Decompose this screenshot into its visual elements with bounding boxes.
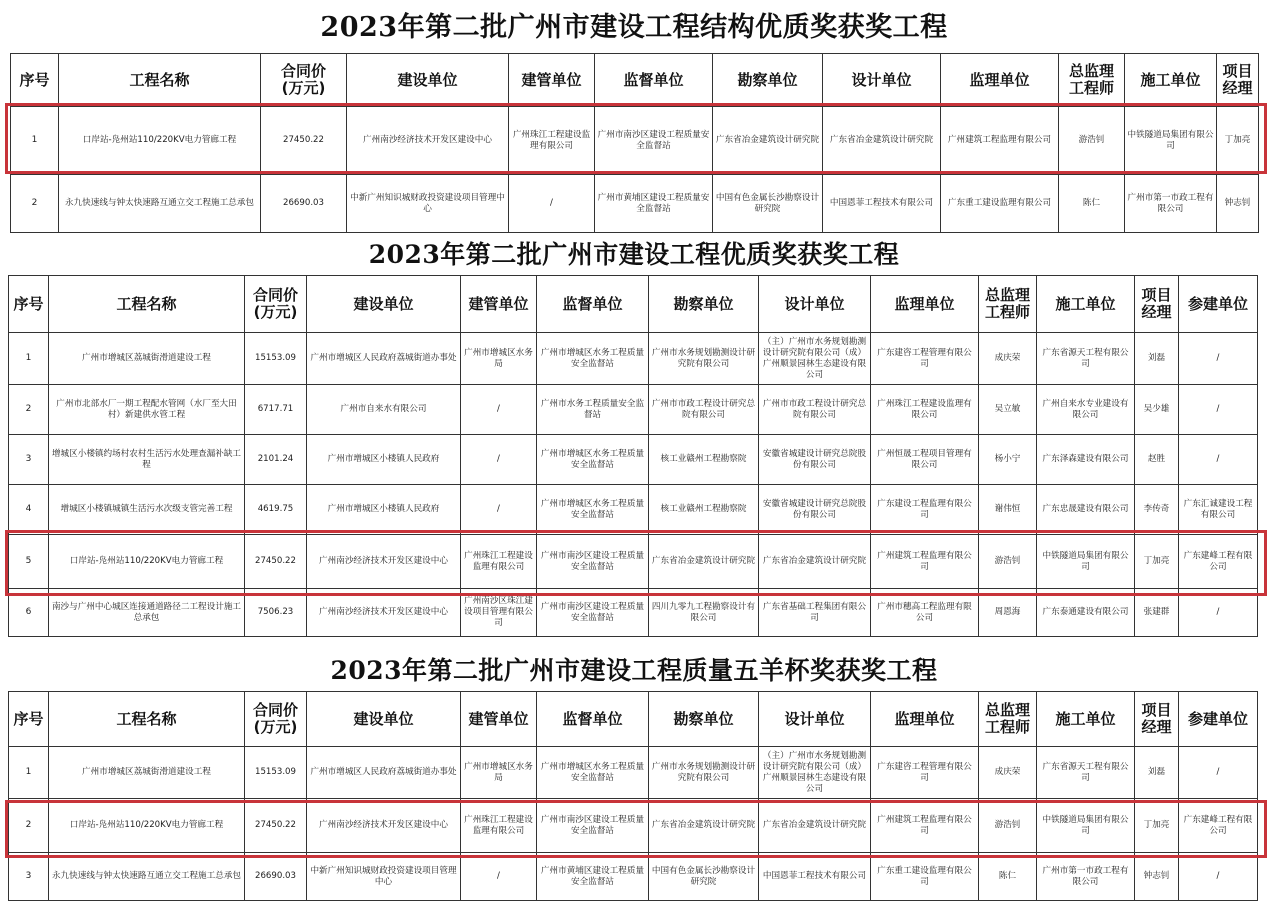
cell-supervision-station: 广州市增城区水务工程质量安全监督站	[537, 747, 649, 799]
cell-construction-manager: /	[461, 853, 537, 901]
cell-project-name: 南沙与广州中心城区连接通道路径二工程设计施工总承包	[49, 589, 245, 637]
cell-seq: 3	[9, 853, 49, 901]
column-header-supervision-station: 监督单位	[537, 692, 649, 747]
cell-developer: 广州市增城区小楼镇人民政府	[307, 435, 461, 485]
cell-chief-supervisor: 陈仁	[1059, 175, 1125, 233]
cell-project-name: 广州市增城区荔城街滑道建设工程	[49, 747, 245, 799]
cell-developer: 广州市增城区小楼镇人民政府	[307, 485, 461, 535]
cell-contract-price: 15153.09	[245, 747, 307, 799]
column-header-developer: 建设单位	[307, 692, 461, 747]
cell-seq: 5	[9, 535, 49, 589]
cell-participating-unit: /	[1179, 853, 1258, 901]
cell-supervision-station: 广州市南沙区建设工程质量安全监督站	[537, 589, 649, 637]
column-header-supervision-station: 监督单位	[595, 54, 713, 107]
cell-contractor: 广州自来水专业建设有限公司	[1037, 385, 1135, 435]
cell-supervision-station: 广州市南沙区建设工程质量安全监督站	[595, 107, 713, 175]
cell-contractor: 广东忠晟建设有限公司	[1037, 485, 1135, 535]
column-header-seq: 序号	[11, 54, 59, 107]
cell-seq: 2	[11, 175, 59, 233]
cell-contractor: 广州市第一市政工程有限公司	[1037, 853, 1135, 901]
table-row	[9, 853, 1258, 901]
table-row	[11, 107, 1259, 175]
cell-project-name: 永九快速线与钟太快速路互通立交工程施工总承包	[59, 175, 261, 233]
cell-seq: 1	[9, 333, 49, 385]
cell-chief-supervisor: 吴立敏	[979, 385, 1037, 435]
column-header-seq: 序号	[9, 692, 49, 747]
column-header-supervision-station: 监督单位	[537, 276, 649, 333]
cell-project-name: 增城区小楼镇城镇生活污水次级支管完善工程	[49, 485, 245, 535]
column-header-construction-manager: 建管单位	[461, 692, 537, 747]
cell-chief-supervisor: 成庆荣	[979, 333, 1037, 385]
cell-survey-unit: 中国有色金属长沙勘察设计研究院	[713, 175, 823, 233]
cell-project-manager: 李传奇	[1135, 485, 1179, 535]
table-row	[9, 589, 1258, 637]
cell-supervision-station: 广州市增城区水务工程质量安全监督站	[537, 485, 649, 535]
cell-contract-price: 27450.22	[261, 107, 347, 175]
cell-construction-manager: 广州市增城区水务局	[461, 333, 537, 385]
cell-contract-price: 27450.22	[245, 535, 307, 589]
award-table-quality	[8, 275, 1258, 637]
cell-supervision-station: 广州市增城区水务工程质量安全监督站	[537, 333, 649, 385]
column-header-project-manager: 项目 经理	[1135, 692, 1179, 747]
cell-project-name: 口岸站-凫州站110/220KV电力管廊工程	[49, 535, 245, 589]
cell-participating-unit: /	[1179, 333, 1258, 385]
cell-supervisor-unit: 广州市穗高工程监理有限公司	[871, 589, 979, 637]
cell-participating-unit: /	[1179, 385, 1258, 435]
cell-project-manager: 丁加亮	[1217, 107, 1259, 175]
cell-project-name: 广州市北部水厂一期工程配水管网（水厂至大田村）新建供水管工程	[49, 385, 245, 435]
cell-participating-unit: 广东汇诚建设工程有限公司	[1179, 485, 1258, 535]
cell-construction-manager: 广州南沙区珠江建设项目管理有限公司	[461, 589, 537, 637]
cell-survey-unit: 核工业赣州工程勘察院	[649, 485, 759, 535]
cell-project-name: 广州市增城区荔城街滑道建设工程	[49, 333, 245, 385]
cell-chief-supervisor: 游浩钊	[979, 799, 1037, 853]
cell-survey-unit: 四川九零九工程勘察设计有限公司	[649, 589, 759, 637]
table-title: 2023年第二批广州市建设工程优质奖获奖工程	[368, 240, 900, 269]
cell-supervisor-unit: 广州恒晟工程项目管理有限公司	[871, 435, 979, 485]
column-header-chief-supervisor: 总监理 工程师	[1059, 54, 1125, 107]
cell-developer: 广州市增城区人民政府荔城街道办事处	[307, 333, 461, 385]
cell-contractor: 中铁隧道局集团有限公司	[1037, 799, 1135, 853]
cell-supervisor-unit: 广东建咨工程管理有限公司	[871, 747, 979, 799]
cell-developer: 广州市增城区人民政府荔城街道办事处	[307, 747, 461, 799]
column-header-project-name: 工程名称	[59, 54, 261, 107]
table-row	[11, 175, 1259, 233]
cell-contract-price: 15153.09	[245, 333, 307, 385]
cell-project-name: 口岸站-凫州站110/220KV电力管廊工程	[59, 107, 261, 175]
column-header-project-name: 工程名称	[49, 276, 245, 333]
cell-design-unit: 安徽省城建设计研究总院股份有限公司	[759, 485, 871, 535]
column-header-contract-price: 合同价 (万元)	[245, 692, 307, 747]
cell-survey-unit: 核工业赣州工程勘察院	[649, 435, 759, 485]
cell-chief-supervisor: 成庆荣	[979, 747, 1037, 799]
column-header-developer: 建设单位	[307, 276, 461, 333]
cell-contractor: 广东省源天工程有限公司	[1037, 333, 1135, 385]
cell-chief-supervisor: 游浩钊	[979, 535, 1037, 589]
cell-supervisor-unit: 广州珠江工程建设监理有限公司	[871, 385, 979, 435]
column-header-construction-manager: 建管单位	[509, 54, 595, 107]
cell-developer: 广州南沙经济技术开发区建设中心	[307, 799, 461, 853]
cell-contractor: 广东泽森建设有限公司	[1037, 435, 1135, 485]
cell-construction-manager: /	[509, 175, 595, 233]
cell-participating-unit: /	[1179, 747, 1258, 799]
cell-project-manager: 刘磊	[1135, 747, 1179, 799]
cell-seq: 2	[9, 385, 49, 435]
cell-survey-unit: 广州市市政工程设计研究总院有限公司	[649, 385, 759, 435]
cell-participating-unit: /	[1179, 435, 1258, 485]
cell-supervision-station: 广州市增城区水务工程质量安全监督站	[537, 435, 649, 485]
cell-participating-unit: /	[1179, 589, 1258, 637]
column-header-design-unit: 设计单位	[759, 276, 871, 333]
table-row	[9, 535, 1258, 589]
column-header-design-unit: 设计单位	[823, 54, 941, 107]
column-header-contract-price: 合同价 (万元)	[245, 276, 307, 333]
cell-project-manager: 丁加亮	[1135, 535, 1179, 589]
table-title: 2023年第二批广州市建设工程质量五羊杯奖获奖工程	[330, 656, 938, 685]
cell-project-manager: 钟志钊	[1217, 175, 1259, 233]
cell-supervisor-unit: 广东建咨工程管理有限公司	[871, 333, 979, 385]
cell-design-unit: 广东省基础工程集团有限公司	[759, 589, 871, 637]
cell-contractor: 广州市第一市政工程有限公司	[1125, 175, 1217, 233]
cell-chief-supervisor: 谢伟恒	[979, 485, 1037, 535]
cell-design-unit: 广州市市政工程设计研究总院有限公司	[759, 385, 871, 435]
cell-project-name: 增城区小楼镇约场村农村生活污水处理查漏补缺工程	[49, 435, 245, 485]
column-header-developer: 建设单位	[347, 54, 509, 107]
cell-design-unit: 广东省冶金建筑设计研究院	[823, 107, 941, 175]
column-header-supervisor-unit: 监理单位	[871, 692, 979, 747]
cell-contract-price: 26690.03	[245, 853, 307, 901]
cell-seq: 1	[11, 107, 59, 175]
cell-construction-manager: /	[461, 485, 537, 535]
award-table-structural	[10, 53, 1259, 233]
cell-project-manager: 丁加亮	[1135, 799, 1179, 853]
cell-supervisor-unit: 广州建筑工程监理有限公司	[871, 535, 979, 589]
column-header-participating-unit: 参建单位	[1179, 276, 1258, 333]
cell-contract-price: 27450.22	[245, 799, 307, 853]
cell-construction-manager: 广州珠江工程建设监理有限公司	[461, 799, 537, 853]
cell-contract-price: 4619.75	[245, 485, 307, 535]
cell-survey-unit: 中国有色金属长沙勘察设计研究院	[649, 853, 759, 901]
cell-developer: 广州南沙经济技术开发区建设中心	[307, 535, 461, 589]
table-row	[9, 435, 1258, 485]
cell-construction-manager: /	[461, 435, 537, 485]
cell-construction-manager: 广州珠江工程建设监理有限公司	[461, 535, 537, 589]
cell-survey-unit: 广东省冶金建筑设计研究院	[649, 799, 759, 853]
column-header-supervisor-unit: 监理单位	[871, 276, 979, 333]
cell-contractor: 广东省源天工程有限公司	[1037, 747, 1135, 799]
cell-project-manager: 张建群	[1135, 589, 1179, 637]
table-row	[9, 333, 1258, 385]
cell-developer: 中新广州知识城财政投资建设项目管理中心	[307, 853, 461, 901]
cell-survey-unit: 广州市水务规划勘测设计研究院有限公司	[649, 333, 759, 385]
cell-supervisor-unit: 广东重工建设监理有限公司	[941, 175, 1059, 233]
cell-developer: 广州南沙经济技术开发区建设中心	[307, 589, 461, 637]
table-row	[9, 799, 1258, 853]
cell-design-unit: 安徽省城建设计研究总院股份有限公司	[759, 435, 871, 485]
cell-supervision-station: 广州市南沙区建设工程质量安全监督站	[537, 535, 649, 589]
cell-chief-supervisor: 杨小宁	[979, 435, 1037, 485]
award-table-wuyang-cup	[8, 691, 1258, 901]
column-header-design-unit: 设计单位	[759, 692, 871, 747]
cell-developer: 中新广州知识城财政投资建设项目管理中心	[347, 175, 509, 233]
column-header-project-manager: 项目 经理	[1217, 54, 1259, 107]
column-header-chief-supervisor: 总监理 工程师	[979, 692, 1037, 747]
cell-seq: 4	[9, 485, 49, 535]
cell-participating-unit: 广东建峰工程有限公司	[1179, 535, 1258, 589]
cell-contractor: 中铁隧道局集团有限公司	[1125, 107, 1217, 175]
column-header-survey-unit: 勘察单位	[649, 276, 759, 333]
cell-survey-unit: 广东省冶金建筑设计研究院	[649, 535, 759, 589]
cell-participating-unit: 广东建峰工程有限公司	[1179, 799, 1258, 853]
cell-seq: 1	[9, 747, 49, 799]
cell-chief-supervisor: 陈仁	[979, 853, 1037, 901]
cell-project-name: 口岸站-凫州站110/220KV电力管廊工程	[49, 799, 245, 853]
cell-construction-manager: 广州市增城区水务局	[461, 747, 537, 799]
table-row	[9, 747, 1258, 799]
column-header-supervisor-unit: 监理单位	[941, 54, 1059, 107]
cell-design-unit: （主）广州市水务规划勘测设计研究院有限公司（成）广州顺景园林生态建设有限公司	[759, 333, 871, 385]
table-row	[9, 485, 1258, 535]
cell-project-manager: 赵胜	[1135, 435, 1179, 485]
cell-contract-price: 7506.23	[245, 589, 307, 637]
column-header-participating-unit: 参建单位	[1179, 692, 1258, 747]
column-header-contractor: 施工单位	[1037, 276, 1135, 333]
column-header-contractor: 施工单位	[1037, 692, 1135, 747]
column-header-survey-unit: 勘察单位	[649, 692, 759, 747]
cell-project-manager: 钟志钊	[1135, 853, 1179, 901]
cell-supervision-station: 广州市黄埔区建设工程质量安全监督站	[595, 175, 713, 233]
cell-developer: 广州南沙经济技术开发区建设中心	[347, 107, 509, 175]
column-header-contractor: 施工单位	[1125, 54, 1217, 107]
cell-survey-unit: 广州市水务规划勘测设计研究院有限公司	[649, 747, 759, 799]
cell-supervisor-unit: 广州建筑工程监理有限公司	[941, 107, 1059, 175]
cell-contract-price: 26690.03	[261, 175, 347, 233]
cell-supervision-station: 广州市水务工程质量安全监督站	[537, 385, 649, 435]
column-header-construction-manager: 建管单位	[461, 276, 537, 333]
cell-seq: 3	[9, 435, 49, 485]
cell-construction-manager: 广州珠江工程建设监理有限公司	[509, 107, 595, 175]
cell-supervisor-unit: 广东重工建设监理有限公司	[871, 853, 979, 901]
cell-design-unit: （主）广州市水务规划勘测设计研究院有限公司（成）广州顺景园林生态建设有限公司	[759, 747, 871, 799]
table-title: 2023年第二批广州市建设工程结构优质奖获奖工程	[320, 12, 948, 43]
cell-seq: 6	[9, 589, 49, 637]
cell-design-unit: 广东省冶金建筑设计研究院	[759, 799, 871, 853]
column-header-project-manager: 项目 经理	[1135, 276, 1179, 333]
cell-design-unit: 中国恩菲工程技术有限公司	[759, 853, 871, 901]
cell-contract-price: 2101.24	[245, 435, 307, 485]
cell-project-manager: 刘磊	[1135, 333, 1179, 385]
cell-project-manager: 吴少雄	[1135, 385, 1179, 435]
cell-supervisor-unit: 广东建设工程监理有限公司	[871, 485, 979, 535]
cell-survey-unit: 广东省冶金建筑设计研究院	[713, 107, 823, 175]
column-header-seq: 序号	[9, 276, 49, 333]
column-header-project-name: 工程名称	[49, 692, 245, 747]
cell-contractor: 广东泰通建设有限公司	[1037, 589, 1135, 637]
cell-supervisor-unit: 广州建筑工程监理有限公司	[871, 799, 979, 853]
column-header-contract-price: 合同价 (万元)	[261, 54, 347, 107]
column-header-chief-supervisor: 总监理 工程师	[979, 276, 1037, 333]
cell-design-unit: 中国恩菲工程技术有限公司	[823, 175, 941, 233]
cell-chief-supervisor: 周恩海	[979, 589, 1037, 637]
cell-contractor: 中铁隧道局集团有限公司	[1037, 535, 1135, 589]
cell-supervision-station: 广州市南沙区建设工程质量安全监督站	[537, 799, 649, 853]
cell-developer: 广州市自来水有限公司	[307, 385, 461, 435]
cell-project-name: 永九快速线与钟太快速路互通立交工程施工总承包	[49, 853, 245, 901]
column-header-survey-unit: 勘察单位	[713, 54, 823, 107]
cell-design-unit: 广东省冶金建筑设计研究院	[759, 535, 871, 589]
cell-chief-supervisor: 游浩钊	[1059, 107, 1125, 175]
table-row	[9, 385, 1258, 435]
cell-supervision-station: 广州市黄埔区建设工程质量安全监督站	[537, 853, 649, 901]
cell-seq: 2	[9, 799, 49, 853]
cell-construction-manager: /	[461, 385, 537, 435]
cell-contract-price: 6717.71	[245, 385, 307, 435]
